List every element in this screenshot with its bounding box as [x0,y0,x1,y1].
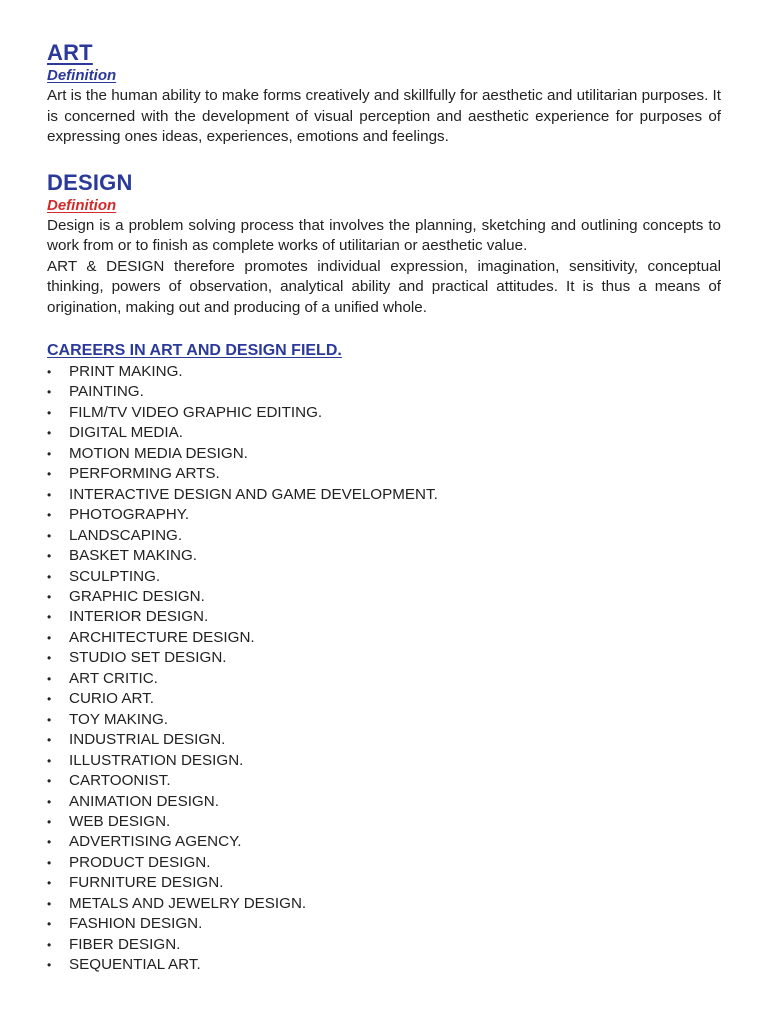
career-item-label: BASKET MAKING. [69,547,198,565]
career-item-label: DIGITAL MEDIA. [69,424,183,442]
career-list-item [47,423,721,443]
art-definition-text: Art is the human ability to make forms creatively and skillfully for aesthetic and utilitarian purposes. It is concerned with the development of visual perception and aesthetic experience for purposes of expressing ones ideas, experiences, emotions and feelings. [47,87,721,145]
bullet-icon: • [47,876,52,891]
career-list-item [47,771,721,791]
career-list-item [47,607,721,627]
bullet-icon: • [47,610,52,625]
bullet-icon: • [47,937,52,952]
career-item-label: FIBER DESIGN. [69,935,181,953]
career-list-item [47,730,721,750]
bullet-icon: • [47,958,52,973]
career-item-label: SCULPTING. [69,567,161,585]
career-list-item [47,873,721,893]
career-list-item [47,710,721,730]
bullet-icon: • [47,774,52,789]
bullet-icon: • [47,917,52,932]
design-heading: DESIGN [47,169,133,195]
career-list-item [47,751,721,771]
bullet-icon: • [47,733,52,748]
career-item-label: LANDSCAPING. [69,526,183,544]
career-list-item [47,546,721,566]
career-list-item [47,853,721,873]
bullet-icon: • [47,896,52,911]
bullet-icon: • [47,569,52,584]
bullet-icon: • [47,467,52,482]
career-list-item [47,362,721,382]
career-item-label: PAINTING. [69,383,144,401]
career-item-label: STUDIO SET DESIGN. [69,649,227,667]
career-list-item [47,485,721,505]
career-item-label: FURNITURE DESIGN. [69,874,224,892]
bullet-icon: • [47,446,52,461]
career-list-item [47,464,721,484]
career-list-item [47,567,721,587]
career-item-label: INTERACTIVE DESIGN AND GAME DEVELOPMENT. [69,485,438,503]
career-item-label: INDUSTRIAL DESIGN. [69,731,226,749]
career-list-item [47,587,721,607]
career-item-label: ILLUSTRATION DESIGN. [69,751,244,769]
bullet-icon: • [47,405,52,420]
career-item-label: METALS AND JEWELRY DESIGN. [69,894,307,912]
careers-list [47,362,721,976]
career-list-item [47,955,721,975]
art-definition-subheading: Definition [47,67,117,84]
bullet-icon: • [47,671,52,686]
career-item-label: MOTION MEDIA DESIGN. [69,444,248,462]
career-item-label: FILM/TV VIDEO GRAPHIC EDITING. [69,403,323,421]
bullet-icon: • [47,835,52,850]
bullet-icon: • [47,426,52,441]
career-item-label: PERFORMING ARTS. [69,465,220,483]
career-list-item [47,689,721,709]
bullet-icon: • [47,712,52,727]
career-list-item [47,935,721,955]
bullet-icon: • [47,855,52,870]
career-item-label: WEB DESIGN. [69,812,171,830]
career-list-item [47,403,721,423]
career-list-item [47,792,721,812]
bullet-icon: • [47,794,52,809]
bullet-icon: • [47,508,52,523]
career-list-item [47,526,721,546]
bullet-icon: • [47,753,52,768]
bullet-icon: • [47,630,52,645]
career-item-label: GRAPHIC DESIGN. [69,587,205,605]
career-list-item [47,894,721,914]
career-list-item [47,628,721,648]
career-list-item [47,812,721,832]
career-item-label: ADVERTISING AGENCY. [69,833,242,851]
career-list-item [47,669,721,689]
career-list-item [47,505,721,525]
bullet-icon: • [47,814,52,829]
design-definition-text: Design is a problem solving process that involves the planning, sketching and outlining concepts to work from or to finish as complete works of utilitarian or aesthetic value. [47,216,721,254]
career-item-label: ANIMATION DESIGN. [69,792,219,810]
art-section [47,40,721,148]
career-item-label: PHOTOGRAPHY. [69,506,190,524]
design-definition-subheading: Definition [47,196,117,214]
career-list-item [47,648,721,668]
art-and-design-text: ART & DESIGN therefore promotes individual expression, imagination, sensitivity, conceptual thinking, powers of observation, analytical ability and practical attitudes. It is thus a means of origination, making out and producing of a unified whole. [47,257,721,316]
career-item-label: CARTOONIST. [69,772,171,790]
career-list-item [47,914,721,934]
career-item-label: TOY MAKING. [69,710,169,728]
bullet-icon: • [47,589,52,604]
career-item-label: PRINT MAKING. [69,363,183,380]
career-item-label: PRODUCT DESIGN. [69,853,211,871]
document-page [47,40,721,976]
bullet-icon: • [47,651,52,666]
design-section [47,170,721,319]
careers-title: CAREERS IN ART AND DESIGN FIELD. [47,342,342,359]
bullet-icon: • [47,692,52,707]
career-list-item [47,832,721,852]
career-item-label: FASHION DESIGN. [69,915,203,933]
career-list-item [47,382,721,402]
bullet-icon: • [47,549,52,564]
career-item-label: SEQUENTIAL ART. [69,956,201,974]
bullet-icon: • [47,528,52,543]
bullet-icon: • [47,487,52,502]
career-item-label: INTERIOR DESIGN. [69,608,209,626]
bullet-icon: • [47,365,52,379]
career-list-item [47,444,721,464]
bullet-icon: • [47,385,52,400]
art-heading: ART [47,40,93,65]
career-item-label: CURIO ART. [69,690,154,708]
career-item-label: ART CRITIC. [69,669,158,687]
career-item-label: ARCHITECTURE DESIGN. [69,628,255,646]
